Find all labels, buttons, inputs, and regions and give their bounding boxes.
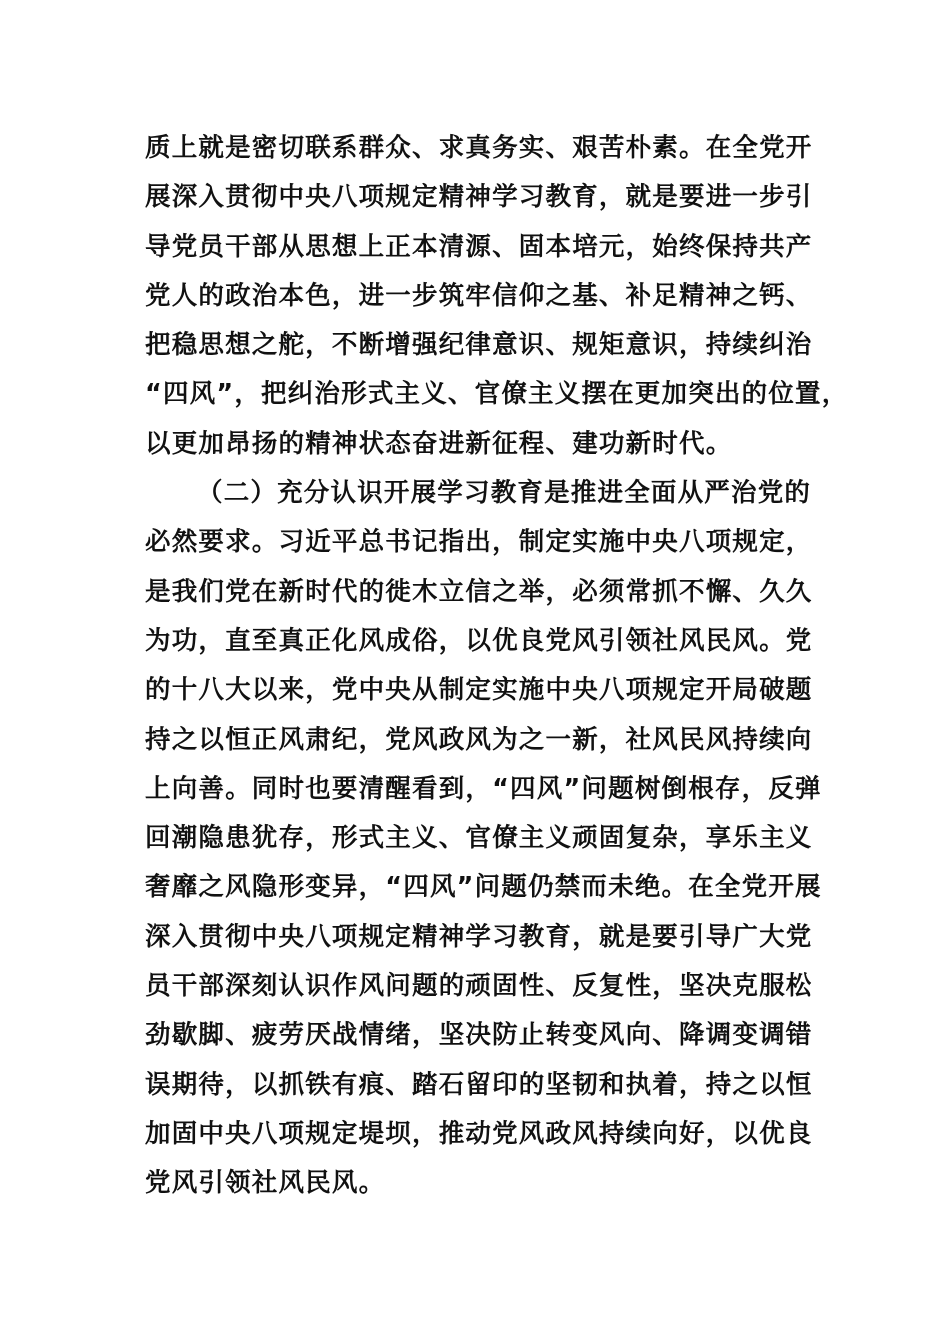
text-line: 误期待，以抓铁有痕、踏石留印的坚韧和执着，持之以恒 [145, 1069, 813, 1100]
text-line: 奢靡之风隐形变异，“四风”问题仍禁而未绝。在全党开展 [145, 872, 822, 903]
text-line: 回潮隐患犹存，形式主义、官僚主义顽固复杂，享乐主义 [145, 823, 813, 854]
text-line: 导党员干部从思想上正本清源、固本培元，始终保持共产 [145, 231, 813, 262]
text-line: 深入贯彻中央八项规定精神学习教育，就是要引导广大党 [145, 921, 813, 952]
text-line: 员干部深刻认识作风问题的顽固性、反复性，坚决克服松 [145, 971, 813, 1002]
text-line: 是我们党在新时代的徙木立信之举，必须常抓不懈、久久 [145, 576, 813, 607]
text-line: 的十八大以来，党中央从制定实施中央八项规定开局破题 [145, 675, 813, 706]
text-line: “四风”，把纠治形式主义、官僚主义摆在更加突出的位置， [145, 379, 849, 410]
text-line: 加固中央八项规定堤坝，推动党风政风持续向好，以优良 [145, 1118, 813, 1149]
text-line: 质上就是密切联系群众、求真务实、艰苦朴素。在全党开 [145, 133, 813, 163]
body-text [145, 124, 849, 1209]
text-line: 必然要求。习近平总书记指出，制定实施中央八项规定， [145, 527, 813, 558]
paragraph-1 [145, 124, 849, 469]
text-line: 展深入贯彻中央八项规定精神学习教育，就是要进一步引 [145, 182, 813, 213]
text-line: 持之以恒正风肃纪，党风政风为之一新，社风民风持续向 [145, 724, 813, 755]
text-line: 以更加昂扬的精神状态奋进新征程、建功新时代。 [145, 428, 733, 459]
text-line: 为功，直至真正化风成俗，以优良党风引领社风民风。党 [145, 625, 813, 656]
text-line: 党风引领社风民风。 [145, 1168, 386, 1199]
text-line: 把稳思想之舵，不断增强纪律意识、规矩意识，持续纠治 [145, 330, 813, 361]
text-line: 上向善。同时也要清醒看到，“四风”问题树倒根存，反弹 [145, 773, 822, 804]
text-line: 劲歇脚、疲劳厌战情绪，坚决防止转变风向、降调变调错 [145, 1020, 813, 1051]
section-heading-line: （二）充分认识开展学习教育是推进全面从严治党的 [197, 478, 812, 509]
paragraph-2 [145, 469, 822, 1208]
text-line: 党人的政治本色，进一步筑牢信仰之基、补足精神之钙、 [145, 280, 813, 311]
